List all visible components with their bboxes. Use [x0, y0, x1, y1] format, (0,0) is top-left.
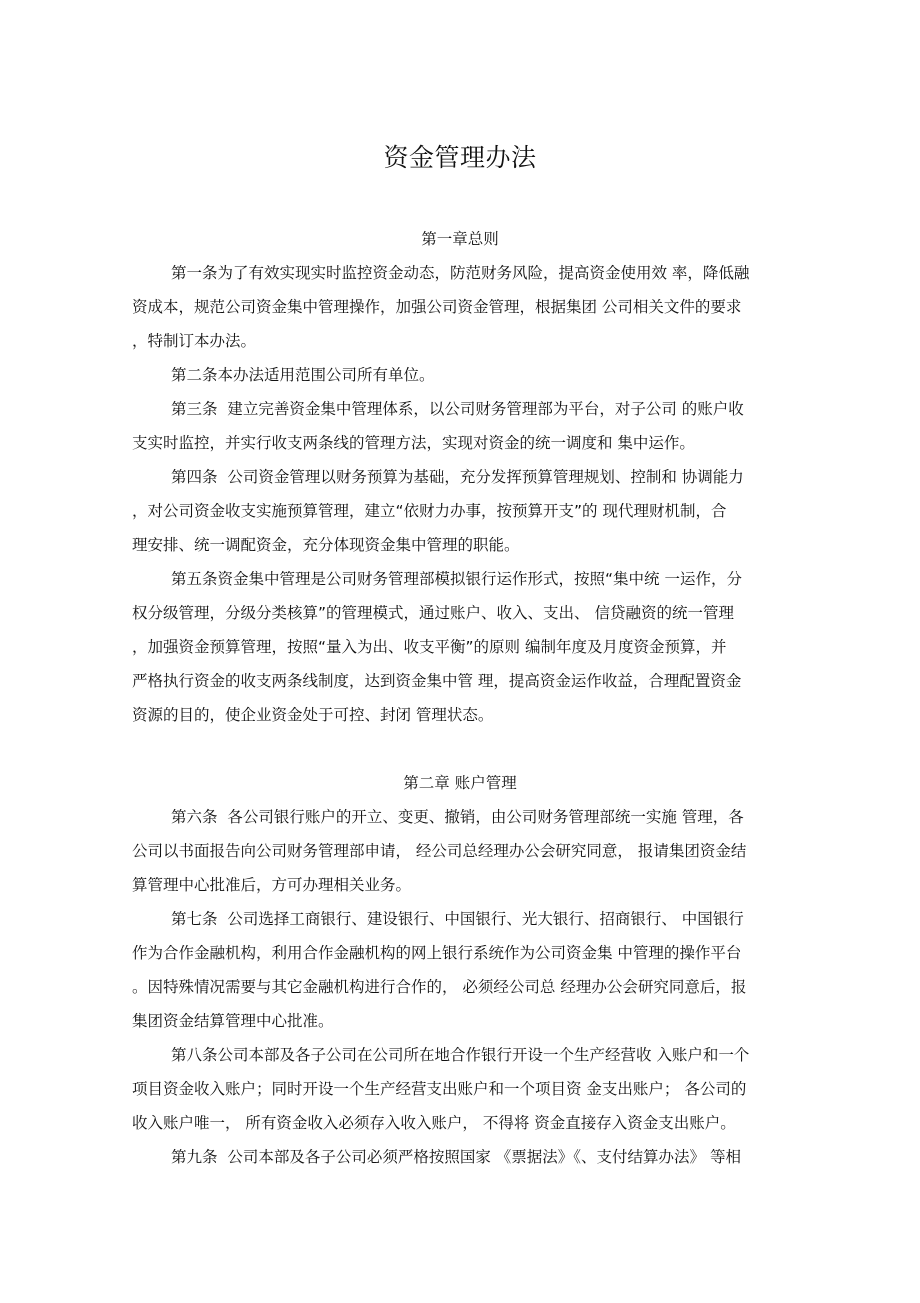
text-line: 项目资金收入账户；同时开设一个生产经营支出账户和一个项目资 金支出账户； 各公司的 [132, 1080, 747, 1098]
text-line: 第五条资金集中管理是公司财务管理部模拟银行运作形式，按照“集中统 一运作，分 [171, 570, 742, 588]
document-title: 资金管理办法 [383, 143, 537, 172]
text-line: 第三条 建立完善资金集中管理体系，以公司财务管理部为平台，对子公司 的账户收 [171, 400, 744, 418]
text-line: 作为合作金融机构，利用合作金融机构的网上银行系统作为公司资金集 中管理的操作平台 [132, 944, 742, 962]
text-line: 公司以书面报告向公司财务管理部申请， 经公司总经理办公会研究同意， 报请集团资金结 [132, 842, 747, 860]
text-line: 第六条 各公司银行账户的开立、变更、撤销，由公司财务管理部统一实施 管理，各 [171, 808, 744, 826]
text-line: 算管理中心批准后，方可办理相关业务。 [132, 876, 412, 894]
text-line: ，对公司资金收支实施预算管理，建立“依财力办事，按预算开支”的 现代理财机制，合 [132, 502, 727, 520]
text-line: 第九条 公司本部及各子公司必须严格按照国家 《票据法》《、支付结算办法》 等相 [171, 1148, 741, 1166]
text-line: 第七条 公司选择工商银行、建设银行、中国银行、光大银行、招商银行、 中国银行 [171, 910, 744, 928]
text-line: 第二条本办法适用范围公司所有单位。 [171, 366, 435, 384]
text-line: 资源的目的，使企业资金处于可控、封闭 管理状态。 [132, 706, 494, 724]
text-line: ，加强资金预算管理，按照“量入为出、收支平衡”的原则 编制年度及月度资金预算，并 [132, 638, 727, 656]
text-line: 严格执行资金的收支两条线制度，达到资金集中管 理，提高资金运作收益，合理配置资金 [132, 672, 742, 690]
text-line: 资成本，规范公司资金集中管理操作，加强公司资金管理，根据集团 公司相关文件的要求 [132, 298, 742, 316]
text-line: 收入账户唯一， 所有资金收入必须存入收入账户， 不得将 资金直接存入资金支出账户。 [132, 1114, 736, 1132]
text-line: 第一条为了有效实现实时监控资金动态，防范财务风险，提高资金使用效 率，降低融 [171, 264, 750, 282]
chapter-2-heading: 第二章 账户管理 [403, 774, 517, 792]
text-line: 支实时监控，并实行收支两条线的管理方法，实现对资金的统一调度和 集中运作。 [132, 434, 695, 452]
text-line: 权分级管理，分级分类核算”的管理模式，通过账户、收入、支出、 信贷融资的统一管理 [132, 604, 734, 622]
text-line: 集团资金结算管理中心批准。 [132, 1012, 334, 1030]
text-line: 。因特殊情况需要与其它金融机构进行合作的， 必须经公司总 经理办公会研究同意后，报 [132, 978, 747, 996]
text-line: ，特制订本办法。 [132, 332, 257, 350]
text-line: 第八条公司本部及各子公司在公司所在地合作银行开设一个生产经营收 入账户和一个 [171, 1046, 750, 1064]
chapter-1-heading: 第一章总则 [421, 230, 499, 248]
text-line: 理安排、统一调配资金，充分体现资金集中管理的职能。 [132, 536, 520, 554]
text-line: 第四条 公司资金管理以财务预算为基础，充分发挥预算管理规划、控制和 协调能力 [171, 468, 744, 486]
